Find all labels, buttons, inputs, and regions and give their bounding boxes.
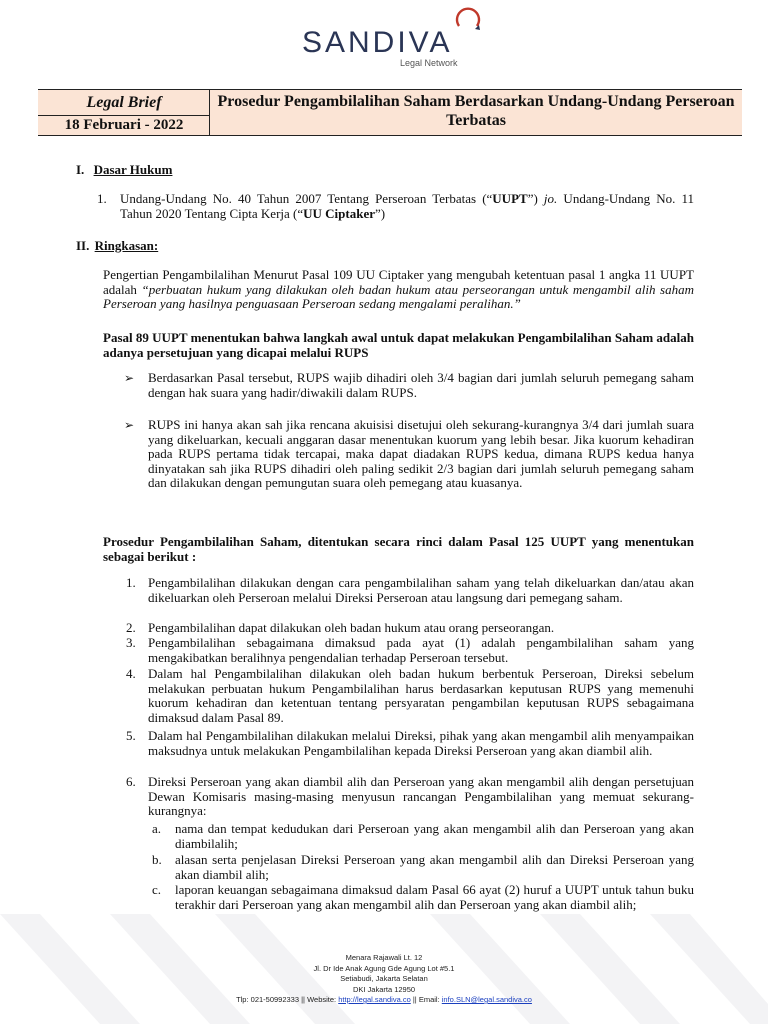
sandiva-logo (300, 6, 500, 70)
logo-subtitle: Legal Network (400, 58, 458, 68)
logo-ring-icon (453, 6, 483, 36)
legal-basis-text-g: ”) (375, 205, 386, 221)
procedure-number: 3. (126, 635, 136, 650)
procedure-item: Pengambilalihan sebagaimana dimaksud pada ayat (1) adalah pengambilalihan saham yang mengakibatkan beralihnya pengendalian terhadap Perseroan tersebut. (148, 635, 694, 665)
subitem-letter: a. (152, 821, 162, 836)
definition-plain: Pengertian Pengambilalihan Menurut Pasal 109 UU Ciptaker yang mengubah ketentuan pasal 1 angka 11 UUPT adalah (103, 267, 694, 297)
procedure-item: Dalam hal Pengambilalihan dilakukan melalui Direksi, pihak yang akan mengambil alih menyampaikan maksudnya untuk melakukan Pengambilalihan kepada Direksi Perseroan yang akan diambil alih. (148, 728, 694, 758)
footer-address-line: Setiabudi, Jakarta Selatan (340, 974, 428, 983)
legal-basis-text-a: Undang-Undang No. 40 Tahun 2007 Tentang Perseroan Terbatas (“ (120, 191, 493, 206)
procedure-number: 1. (126, 575, 136, 590)
email-link[interactable]: info.SLN@legal.sandiva.co (441, 995, 532, 1004)
procedure-number: 4. (126, 666, 136, 681)
subitem-text: laporan keuangan sebagaimana dimaksud dalam Pasal 66 ayat (2) huruf a UUPT untuk tahun buku terakhir dari Perseroan yang akan mengambil alih dan Perseroan yang akan diambil alih; (175, 882, 694, 912)
arrow-bullet-icon: ➢ (124, 418, 135, 432)
footer-phone: Tlp: 021-50992333 || Website: (236, 995, 339, 1004)
procedure-item: Pengambilalihan dapat dilakukan oleh badan hukum atau orang perseorangan. (148, 620, 555, 635)
subitem-text: nama dan tempat kedudukan dari Perseroan yang akan mengambil alih dan Perseroan yang akan diambilalih; (175, 821, 694, 851)
document-title: Prosedur Pengambilalihan Saham Berdasarkan Undang-Undang Perseroan Terbatas (217, 93, 735, 129)
legal-basis-jo: jo. (543, 191, 558, 206)
acquisition-definition (103, 268, 694, 312)
legal-basis-item (120, 192, 694, 221)
subitem-letter: c. (152, 882, 162, 897)
footer-address-line: DKI Jakarta 12950 (352, 984, 416, 994)
section-2-title: Ringkasan: (94, 238, 159, 253)
page-footer (0, 953, 768, 1006)
document-type: Legal Brief (38, 90, 210, 116)
pasal-125-heading: Prosedur Pengambilalihan Saham, ditentukan secara rinci dalam Pasal 125 UUPT yang menentukan sebagai berikut : (103, 534, 694, 564)
subitem-text: alasan serta penjelasan Direksi Perseroan yang akan mengambil alih dan Direksi Perseroan yang akan diambil alih; (175, 852, 694, 882)
section-1-heading (76, 162, 172, 178)
procedure-item: Dalam hal Pengambilalihan dilakukan oleh badan hukum berbentuk Perseroan, Direksi sebelum melakukan perbuatan hukum Pengambilalihan harus berdasarkan keputusan RUPS yang memenuhi kuorum kehadiran dan ketentuan tentang persyaratan pengambilan keputusan RUPS sebagaimana dimaksud dalam Pasal 89. (148, 666, 694, 725)
legal-basis-uupt: UUPT (492, 191, 528, 206)
subitem-letter: b. (152, 852, 162, 867)
section-1-number: I. (76, 162, 85, 177)
section-1-title: Dasar Hukum (93, 162, 173, 177)
logo-wordmark: SANDIVA (302, 26, 453, 59)
bullet-item: Berdasarkan Pasal tersebut, RUPS wajib dihadiri oleh 3/4 bagian dari jumlah seluruh pemegang saham dengan hak suara yang hadir/diwakili dalam RUPS. (148, 370, 694, 400)
legal-basis-number: 1. (97, 191, 107, 206)
header-left-cell (38, 90, 210, 135)
procedure-item: Direksi Perseroan yang akan diambil alih dan Perseroan yang akan mengambil alih dengan persetujuan Dewan Komisaris masing-masing menyusun rancangan Pengambilalihan yang memuat sekurang-kurangnya: (148, 774, 694, 819)
section-2-number: II. (76, 238, 90, 253)
procedure-item: Pengambilalihan dilakukan dengan cara pengambilalihan saham yang telah dikeluarkan dan/atau akan dikeluarkan oleh Perseroan melalui Direksi Perseroan atau langsung dari pemegang saham. (148, 575, 694, 605)
legal-basis-ciptaker: UU Ciptaker (303, 205, 375, 221)
footer-address-line: Jl. Dr Ide Anak Agung Gde Agung Lot #5.1 (313, 963, 455, 973)
section-2-heading (76, 238, 158, 254)
bullet-item: RUPS ini hanya akan sah jika rencana akuisisi disetujui oleh sekurang-kurangnya 3/4 dari jumlah suara yang dikeluarkan, kecuali anggaran dasar menentukan kuorum yang lebih besar. Jika kuorum kehadiran pada RUPS pertama tidak tercapai, maka dapat diadakan RUPS kedua, dimana RUPS kedua hanya dinyatakan sah jika RUPS dihadiri oleh paling sedikit 2/3 bagian dari jumlah seluruh pemegang saham dan dilakukan dengan pemungutan suara oleh pemegang atau kuasanya. (148, 417, 694, 491)
procedure-number: 2. (126, 620, 136, 635)
pasal-89-heading: Pasal 89 UUPT menentukan bahwa langkah awal untuk dapat melakukan Pengambilalihan Saham adalah adanya persetujuan yang dicapai melalui RUPS (103, 330, 694, 360)
footer-contact (0, 995, 768, 1006)
legal-basis-text-e: Undang-Undang No. 11 Tahun 2020 Tentang Cipta Kerja (“ (120, 191, 694, 221)
document-date: 18 Februari - 2022 (64, 117, 184, 133)
definition-quote: “perbuatan hukum yang dilakukan oleh badan hukum atau perseorangan untuk mengambil alih saham Perseroan yang hasilnya penguasaan Perseroan sedang mengalami peralihan.” (103, 281, 694, 312)
legal-basis-text-c: ”) (527, 191, 544, 206)
procedure-number: 5. (126, 728, 136, 743)
arrow-bullet-icon: ➢ (124, 371, 135, 385)
website-link[interactable]: http://legal.sandiva.co (338, 995, 411, 1004)
procedure-number: 6. (126, 774, 136, 789)
footer-email-label: || Email: (410, 995, 442, 1004)
footer-address-line: Menara Rajawali Lt. 12 (345, 953, 423, 962)
document-header (38, 89, 742, 136)
